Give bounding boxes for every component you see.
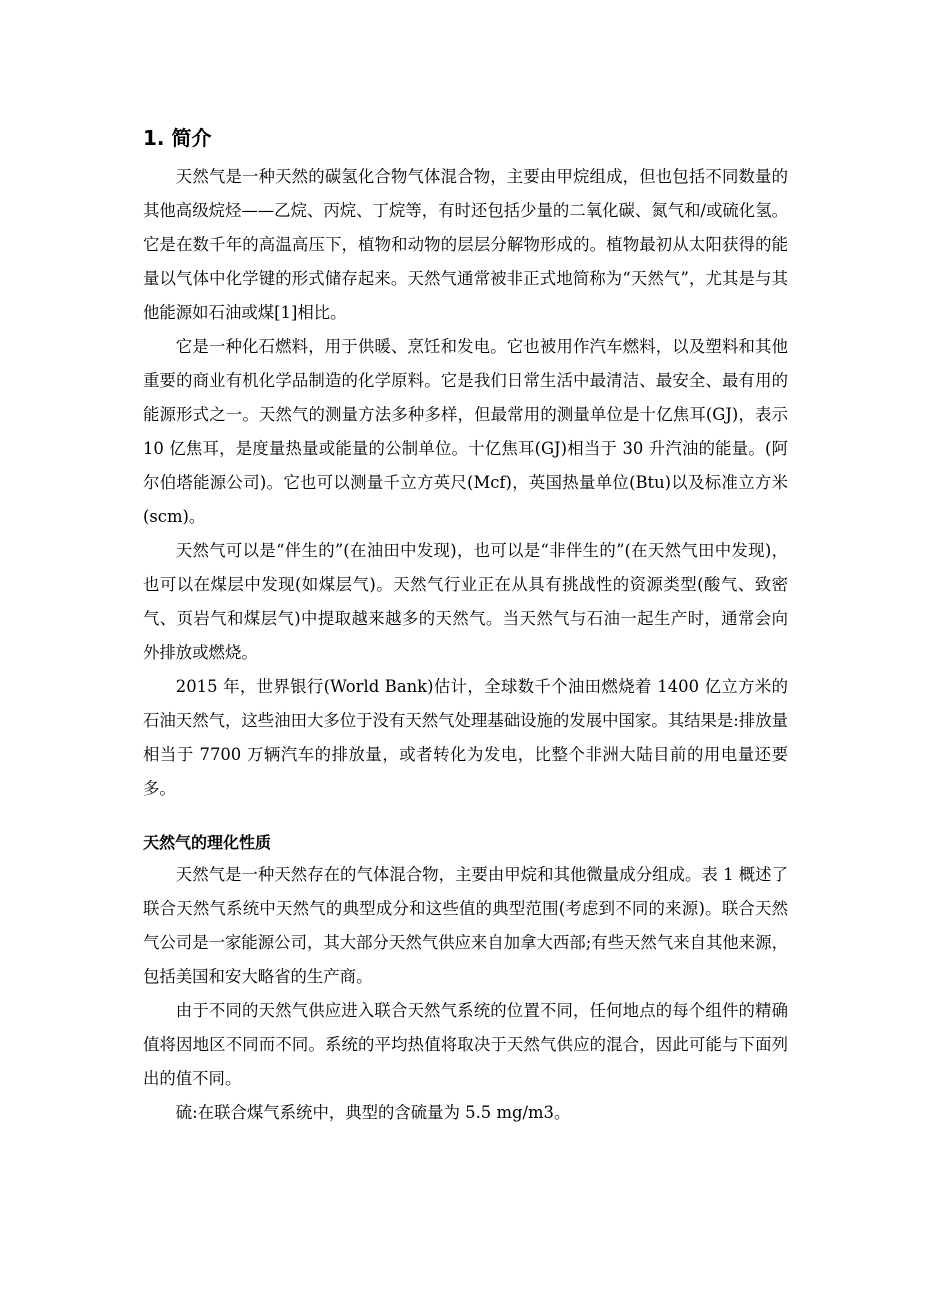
section-heading-properties: 天然气的理化性质: [143, 833, 272, 852]
document-body: [143, 118, 788, 1130]
section-heading-introduction: 1. 简介: [143, 126, 212, 150]
paragraph: 硫:在联合煤气系统中，典型的含硫量为 5.5 mg/m3。: [175, 1103, 571, 1122]
paragraph: 它是一种化石燃料，用于供暖、烹饪和发电。它也被用作汽车燃料，以及塑料和其他重要的商业有机化学品制造的化学原料。它是我们日常生活中最清洁、最安全、最有用的能源形式之一。天然气的测量方法多种多样，但最常用的测量单位是十亿焦耳(GJ)，表示 10 亿焦耳，是度量热量或能量的公制单位。十亿焦耳(GJ)相当于 30 升汽油的能量。(阿尔伯塔能源公司)。它也可以测量千立方英尺(Mcf)，英国热量单位(Btu)以及标准立方米(scm)。: [143, 337, 788, 526]
paragraph: 天然气是一种天然的碳氢化合物气体混合物，主要由甲烷组成，但也包括不同数量的其他高级烷烃——乙烷、丙烷、丁烷等，有时还包括少量的二氧化碳、氮气和/或硫化氢。它是在数千年的高温高压下，植物和动物的层层分解物形成的。植物最初从太阳获得的能量以气体中化学键的形式储存起来。天然气通常被非正式地简称为“天然气”，尤其是与其他能源如石油或煤[1]相比。: [143, 167, 788, 322]
paragraph: 天然气可以是“伴生的”(在油田中发现)，也可以是“非伴生的”(在天然气田中发现)，也可以在煤层中发现(如煤层气)。天然气行业正在从具有挑战性的资源类型(酸气、致密气、页岩气和煤层气)中提取越来越多的天然气。当天然气与石油一起生产时，通常会向外排放或燃烧。: [143, 541, 788, 662]
paragraph: 2015 年，世界银行(World Bank)估计，全球数千个油田燃烧着 1400 亿立方米的石油天然气，这些油田大多位于没有天然气处理基础设施的发展中国家。其结果是:排放量相当于 7700 万辆汽车的排放量，或者转化为发电，比整个非洲大陆目前的用电量还要多。: [143, 677, 788, 798]
paragraph: 由于不同的天然气供应进入联合天然气系统的位置不同，任何地点的每个组件的精确值将因地区不同而不同。系统的平均热值将取决于天然气供应的混合，因此可能与下面列出的值不同。: [143, 1001, 788, 1088]
paragraph: 天然气是一种天然存在的气体混合物，主要由甲烷和其他微量成分组成。表 1 概述了联合天然气系统中天然气的典型成分和这些值的典型范围(考虑到不同的来源)。联合天然气公司是一家能源公司，其大部分天然气供应来自加拿大西部;有些天然气来自其他来源，包括美国和安大略省的生产商。: [143, 865, 788, 986]
